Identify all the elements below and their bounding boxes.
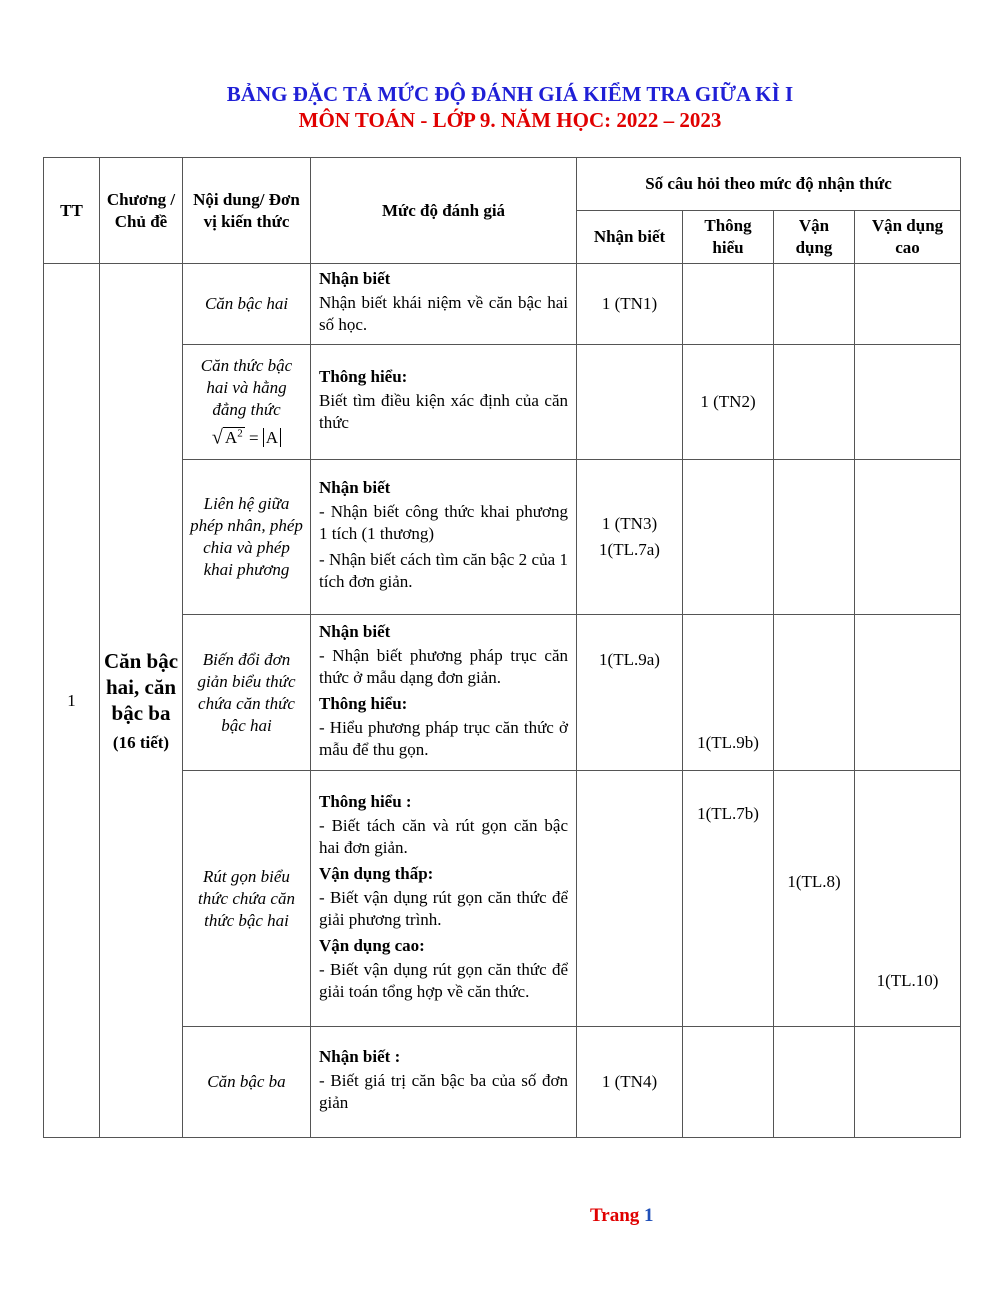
unit-cell: Liên hệ giữa phép nhân, phép chia và phép khai phương [183,460,311,615]
count-vandung [774,1027,855,1138]
header-socauhoi: Số câu hỏi theo mức độ nhận thức [577,158,961,211]
level-heading: Vận dụng thấp: [319,863,434,883]
header-vandungcao: Vận dụng cao [855,211,961,264]
unit-cell [183,345,311,460]
level-text: - Biết vận dụng rút gọn căn thức để giải phương trình. [319,887,568,929]
page-footer [590,1205,654,1227]
count-nhanbiet: 1(TL.9a) [577,615,683,771]
level-heading: Nhận biết [319,621,391,641]
description-cell [311,615,577,771]
level-text: - Nhận biết công thức khai phương 1 tích (1 thương) [319,502,568,543]
table-row [44,264,961,345]
count-item: 1(TL.7a) [599,540,660,559]
page-number: 1 [644,1205,654,1226]
count-vandungcao [855,615,961,771]
description-cell [311,1027,577,1138]
count-vandungcao: 1(TL.10) [855,771,961,1027]
count-item: 1 (TN3) [601,514,658,533]
count-thonghieu [683,1027,774,1138]
description-cell [311,460,577,615]
level-text: - Nhận biết phương pháp trục căn thức ở mẫu dạng đơn giản. [319,645,568,687]
formula-sqrt-abs: √ $A^2 = A$ [189,423,304,450]
level-heading: Nhận biết [319,478,391,497]
description-cell [311,345,577,460]
unit-cell: Rút gọn biểu thức chứa căn thức bậc hai [183,771,311,1027]
level-heading: Nhận biết [319,269,391,288]
level-heading: Thông hiểu: [319,693,408,713]
topic-name: Căn bậc hai, căn bậc ba [103,648,179,725]
header-tt: TT [44,158,100,264]
level-heading: Vận dụng cao: [319,935,425,955]
count-vandung [774,345,855,460]
count-vandung [774,460,855,615]
level-heading: Nhận biết : [319,1047,401,1066]
header-chuong: Chương / Chủ đề [100,158,183,264]
level-text: Biết tìm điều kiện xác định của căn thức [319,391,568,432]
count-vandungcao [855,1027,961,1138]
count-vandungcao [855,345,961,460]
count-vandung [774,264,855,345]
unit-cell: Căn bậc hai [183,264,311,345]
description-cell [311,771,577,1027]
unit-label: Căn thức bậc hai và hằng đẳng thức [200,355,293,419]
count-nhanbiet: 1 (TN1) [577,264,683,345]
topic-hours: (16 tiết) [112,732,170,752]
level-text: - Biết giá trị căn bậc ba của số đơn giản [319,1071,568,1112]
count-thonghieu: 1 (TN2) [683,345,774,460]
count-vandungcao [855,264,961,345]
specification-table [43,157,961,1138]
document-subtitle: MÔN TOÁN - LỚP 9. NĂM HỌC: 2022 – 2023 [298,108,722,132]
count-nhanbiet: 1 (TN4) [577,1027,683,1138]
count-nhanbiet [577,345,683,460]
description-cell [311,264,577,345]
topic-cell [100,264,183,1138]
level-text: Nhận biết khái niệm về căn bậc hai số học. [319,293,568,334]
count-nhanbiet [577,771,683,1027]
header-thonghieu: Thông hiểu [683,211,774,264]
page-label: Trang [590,1205,640,1226]
count-nhanbiet [577,460,683,615]
header-noidung: Nội dung/ Đơn vị kiến thức [183,158,311,264]
level-text: - Biết tách căn và rút gọn căn bậc hai đơn giản. [319,815,568,857]
unit-cell: Biến đổi đơn giản biểu thức chứa căn thức bậc hai [183,615,311,771]
count-thonghieu [683,264,774,345]
level-text: - Hiểu phương pháp trục căn thức ở mẫu để thu gọn. [319,717,568,759]
header-vandung: Vận dụng [774,211,855,264]
count-vandung: 1(TL.8) [774,771,855,1027]
document-title: BẢNG ĐẶC TẢ MỨC ĐỘ ĐÁNH GIÁ KIỂM TRA GIỮA KÌ I [226,82,794,106]
topic-number: 1 [44,264,100,1138]
unit-cell: Căn bậc ba [183,1027,311,1138]
count-vandung [774,615,855,771]
count-thonghieu: 1(TL.9b) [683,615,774,771]
count-thonghieu [683,460,774,615]
count-thonghieu: 1(TL.7b) [683,771,774,1027]
level-text: - Nhận biết cách tìm căn bậc 2 của 1 tích đơn giản. [319,550,568,591]
count-vandungcao [855,460,961,615]
header-mucdo: Mức độ đánh giá [311,158,577,264]
header-nhanbiet: Nhận biết [577,211,683,264]
level-text: - Biết vận dụng rút gọn căn thức để giải toán tổng hợp về căn thức. [319,959,568,1001]
level-heading: Thông hiểu : [319,791,412,811]
formula-equals: = [248,428,263,448]
level-heading: Thông hiểu: [319,367,408,386]
